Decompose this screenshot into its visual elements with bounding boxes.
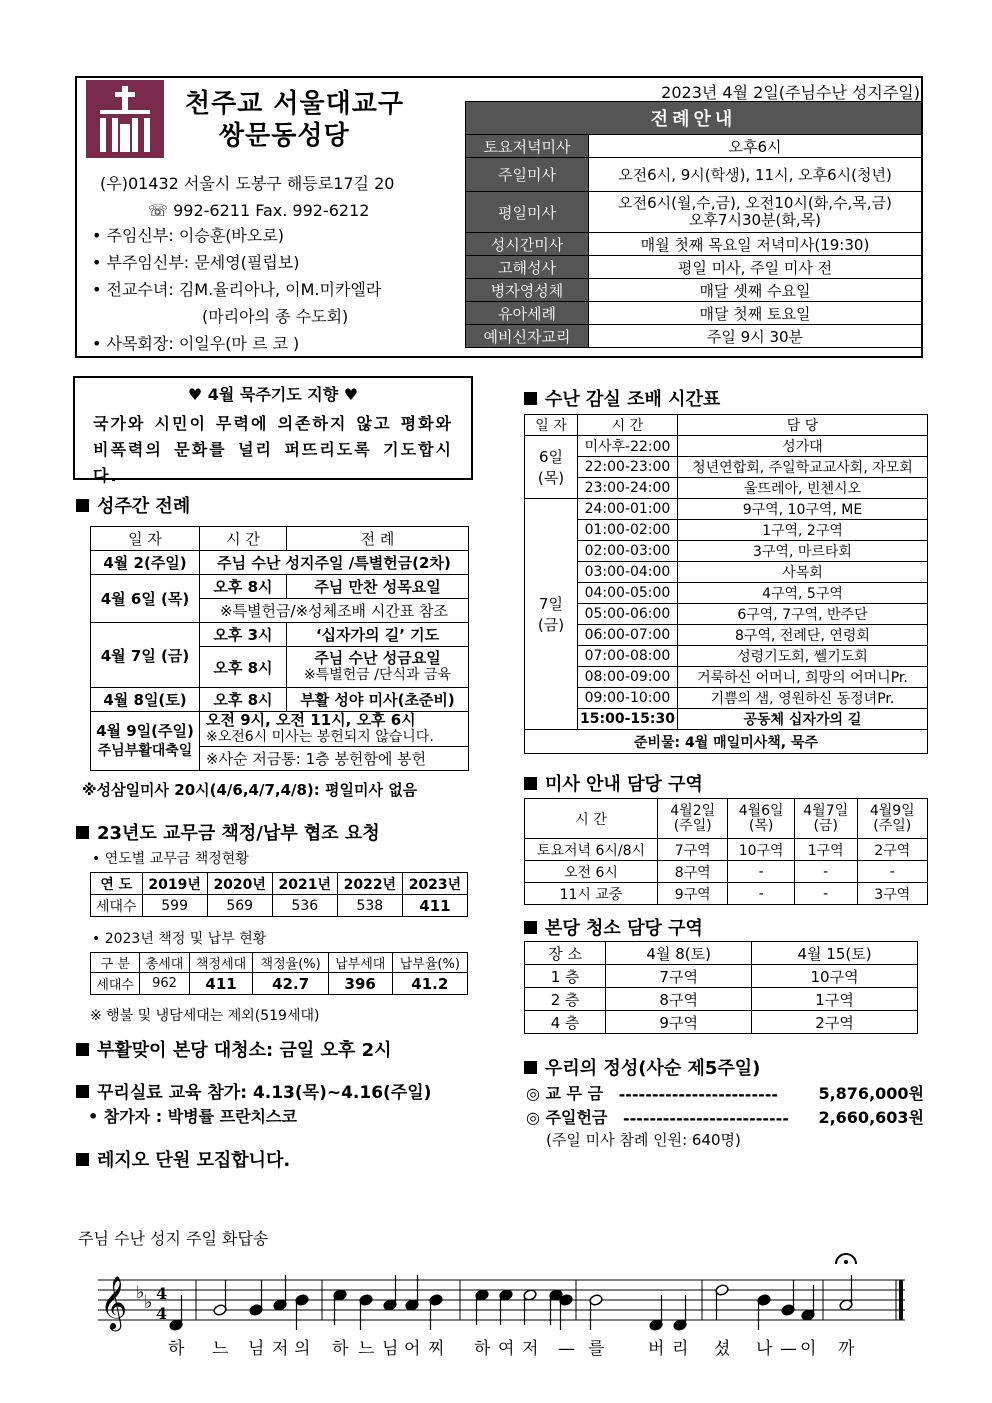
col-header: 4월 15(토): [752, 942, 918, 965]
col-header: 2019년: [142, 873, 207, 895]
cell: 8구역: [658, 861, 728, 883]
cell: 1구역: [752, 988, 918, 1011]
adoration-group: 6구역, 7구역, 반주단: [677, 604, 927, 625]
cell: -: [728, 861, 794, 883]
budget-status-table: [90, 952, 468, 995]
adoration-group: 기쁨의 샘, 영원하신 동정녀Pr.: [677, 688, 927, 709]
adoration-time: 22:00-23:00: [578, 457, 678, 478]
flat-icon: ♭: [136, 1282, 145, 1303]
lyric-syllable: 셨: [714, 1339, 731, 1359]
offering-label: ◎ 교 무 금: [526, 1084, 604, 1103]
hw-note: ※특별헌금 /단식과 금육: [303, 667, 452, 683]
hw-cell: [287, 647, 469, 688]
cell: -: [857, 861, 927, 883]
col-header: 2020년: [207, 873, 272, 895]
staff-pastor: • 주임신부: 이승훈(바오로): [92, 226, 285, 245]
cross-icon: [86, 80, 164, 158]
offering-line-1: [526, 1081, 924, 1104]
staff-sisters-order: (마리아의 종 수도회): [202, 307, 349, 326]
square-bullet-icon: [76, 826, 89, 839]
col-header: 2023년: [402, 873, 467, 895]
music-staff: [90, 1250, 910, 1360]
col-header: 연 도: [91, 873, 143, 895]
offering-label: ◎ 주일헌금: [526, 1108, 608, 1127]
adoration-heading: [524, 385, 720, 411]
cell: -: [794, 883, 857, 905]
lyrics-group: [168, 1338, 855, 1359]
education-notice: [76, 1078, 431, 1103]
phone: ☏ 992-6211 Fax. 992-6212: [148, 201, 370, 220]
lyric-syllable: 이: [800, 1339, 817, 1359]
psalm-title: 주님 수난 성지 주일 화답송: [78, 1229, 269, 1248]
cell: 538: [337, 895, 402, 917]
square-bullet-icon: [524, 777, 537, 790]
lyric-syllable: 하: [168, 1339, 185, 1359]
adoration-time: 08:00-09:00: [578, 667, 678, 688]
lyric-syllable: 님: [248, 1339, 265, 1359]
lyric-syllable: 느: [212, 1339, 229, 1359]
col-header: 납부율(%): [392, 953, 467, 973]
offering-heading-text: 우리의 정성(사순 제5주일): [545, 1058, 761, 1079]
offering-heading: [524, 1054, 760, 1080]
hw-date: 4월 8일(토): [91, 688, 200, 712]
liturgy-label: 평일미사: [466, 192, 589, 233]
lyric-syllable: 버: [648, 1339, 665, 1359]
offering-line-2: [526, 1105, 924, 1128]
staff-list: [92, 222, 381, 357]
cell: 1 층: [525, 965, 606, 988]
adoration-time: 03:00-04:00: [578, 562, 678, 583]
hw-note: ※사순 저금통: 1층 봉헌함에 봉헌: [200, 747, 469, 771]
cell: 10구역: [728, 839, 794, 861]
lyric-syllable: 하: [332, 1339, 349, 1359]
church-line2: 쌍문동성당: [219, 121, 350, 151]
adoration-time: 06:00-07:00: [578, 625, 678, 646]
col-header: 일 자: [525, 415, 578, 436]
adoration-time: 01:00-02:00: [578, 520, 678, 541]
liturgy-value-cell: [589, 192, 922, 233]
cell: 8구역: [606, 988, 752, 1011]
adoration-time: 05:00-06:00: [578, 604, 678, 625]
adoration-time: 미사후-22:00: [578, 436, 678, 457]
holy-week-footnote: ※성삼일미사 20시(4/6,4/7,4/8): 평일미사 없음: [82, 781, 418, 799]
hw-time: 오후 8시: [200, 575, 287, 599]
budget-year-table: [90, 872, 468, 917]
treble-clef-icon: 𝄞: [100, 1275, 128, 1329]
hw-date: 4월 2(주일): [91, 551, 200, 575]
col-header: 총세대: [140, 953, 189, 973]
adoration-day: 6일 (목): [525, 436, 578, 499]
lyric-syllable: 리: [672, 1339, 689, 1359]
liturgy-value: 오전6시(월,수,금), 오전10시(화,수,목,금): [618, 194, 892, 212]
col-header: 4월9일 (주일): [857, 799, 927, 839]
cell: 536: [272, 895, 337, 917]
col-header: 4월 8(토): [606, 942, 752, 965]
lyric-syllable: —: [558, 1339, 575, 1359]
cleaning-notice-text: 부활맞이 본당 대청소: 금일 오후 2시: [97, 1040, 392, 1061]
hw-text: 오전 9시, 오전 11시, 오후 6시: [206, 711, 416, 729]
legio-notice-text: 레지오 단원 모집합니다.: [97, 1150, 291, 1171]
cell: 1구역: [794, 839, 857, 861]
cleaning-duty-heading-text: 본당 청소 담당 구역: [545, 918, 703, 939]
cell: 토요저녁 6시/8시: [525, 839, 658, 861]
offering-amount: 5,876,000원: [818, 1084, 924, 1103]
bulletin-date: 2023년 4월 2일(주님수난 성지주일): [661, 83, 920, 102]
time-signature: 4: [156, 1284, 168, 1303]
cell: 2구역: [857, 839, 927, 861]
address: (우)01432 서울시 도봉구 해등로17길 20: [100, 174, 395, 193]
cell: 411: [402, 895, 467, 917]
col-header: 책정율(%): [253, 953, 328, 973]
square-bullet-icon: [524, 921, 537, 934]
liturgy-label: 유아세례: [466, 302, 589, 325]
lyric-syllable: 어: [404, 1339, 421, 1359]
offering-dash: -------------------------: [622, 1109, 789, 1128]
cell: 세대수: [91, 895, 143, 917]
hw-date: 4월 9일(주일): [96, 722, 194, 740]
liturgy-value: 매월 첫째 목요일 저녁미사(19:30): [589, 233, 922, 256]
adoration-time: 24:00-01:00: [578, 499, 678, 520]
adoration-group: 성가대: [677, 436, 927, 457]
adoration-group: 울뜨레아, 빈첸시오: [677, 478, 927, 499]
square-bullet-icon: [76, 499, 89, 512]
adoration-time: 15:00-15:30: [578, 709, 678, 730]
cell: 411: [189, 973, 253, 995]
prayer-title: ♥ 4월 묵주기도 지향 ♥: [187, 385, 359, 404]
liturgy-label: 예비신자교리: [466, 325, 589, 348]
liturgy-value: 매달 첫째 토요일: [589, 302, 922, 325]
square-bullet-icon: [524, 392, 537, 405]
hw-date-cell: [91, 712, 200, 771]
staff-assistant: • 부주임신부: 문세영(필립보): [92, 253, 300, 272]
liturgy-label: 병자영성체: [466, 279, 589, 302]
adoration-prep: 준비물: 4월 매일미사책, 묵주: [525, 730, 928, 754]
adoration-group: 공동체 십자가의 길: [677, 709, 927, 730]
cell: 7구역: [658, 839, 728, 861]
cell: 4 층: [525, 1011, 606, 1034]
prayer-body: 국가와 시민이 무력에 의존하지 않고 평화와 비폭력의 문화를 널리 퍼뜨리도록 기도합시다.: [93, 414, 453, 485]
col-header: 일 자: [91, 527, 200, 551]
mass-guide-heading: [524, 770, 703, 796]
cell: -: [728, 883, 794, 905]
lyric-syllable: 저: [272, 1339, 289, 1359]
liturgy-label: 주일미사: [466, 158, 589, 192]
square-bullet-icon: [76, 1043, 89, 1056]
mass-guide-heading-text: 미사 안내 담당 구역: [545, 774, 703, 795]
adoration-group: 거룩하신 어머니, 희망의 어머니Pr.: [677, 667, 927, 688]
lyric-syllable: 여: [498, 1339, 515, 1359]
hw-time: 오후 3시: [200, 623, 287, 647]
hw-text: 부활 성야 미사(초준비): [287, 688, 469, 712]
adoration-time: 09:00-10:00: [578, 688, 678, 709]
hw-date: 4월 6일 (목): [91, 575, 200, 623]
staff-sisters: • 전교수녀: 김M.율리아나, 이M.미카엘라: [92, 280, 382, 299]
cell: 396: [328, 973, 392, 995]
col-header: 4월7일 (금): [794, 799, 857, 839]
offering-amount: 2,660,603원: [818, 1108, 924, 1127]
cell: 3구역: [857, 883, 927, 905]
legio-notice: [76, 1146, 290, 1172]
cleaning-notice: [76, 1036, 392, 1062]
fermata-dot: [844, 1260, 848, 1264]
col-header: 납부세대: [328, 953, 392, 973]
cell: 42.7: [253, 973, 328, 995]
adoration-group: 9구역, 10구역, ME: [677, 499, 927, 520]
cell: 9구역: [658, 883, 728, 905]
cell: 11시 교중: [525, 883, 658, 905]
adoration-group: 8구역, 전례단, 연령회: [677, 625, 927, 646]
cell: 2구역: [752, 1011, 918, 1034]
hw-time: 오후 8시: [200, 647, 287, 688]
adoration-day: 7일 (금): [525, 499, 578, 730]
col-header: 시 간: [525, 799, 658, 839]
liturgy-value: 오전6시, 9시(학생), 11시, 오후6시(청년): [589, 158, 922, 192]
mass-guide-table: [524, 798, 928, 905]
adoration-group: 청년연합회, 주일학교교사회, 자모회: [677, 457, 927, 478]
hw-text: 주님 수난 성금요일: [314, 649, 441, 667]
cell: 41.2: [392, 973, 467, 995]
liturgy-table: [465, 101, 922, 348]
holy-week-heading: [76, 492, 190, 518]
adoration-group: 3구역, 마르타회: [677, 541, 927, 562]
cell: 9구역: [606, 1011, 752, 1034]
cell: 962: [140, 973, 189, 995]
liturgy-title: 전례안내: [466, 102, 922, 135]
cell: 569: [207, 895, 272, 917]
cleaning-duty-heading: [524, 914, 703, 940]
col-header: 4월6일 (목): [728, 799, 794, 839]
adoration-group: 1구역, 2구역: [677, 520, 927, 541]
staff-council: • 사목회장: 이일우(마 르 코 ): [92, 334, 300, 353]
education-participant: • 참가자 : 박병률 프란치스코: [88, 1107, 297, 1126]
adoration-time: 07:00-08:00: [578, 646, 678, 667]
hw-text: ‘십자가의 길’ 기도: [287, 623, 469, 647]
cell: 7구역: [606, 965, 752, 988]
liturgy-value: 주일 9시 30분: [589, 325, 922, 348]
liturgy-value: 오후6시: [589, 135, 922, 158]
lyric-syllable: 하: [474, 1339, 491, 1359]
cell: -: [794, 861, 857, 883]
hw-time: 오후 8시: [200, 688, 287, 712]
offering-dash: ------------------------: [618, 1085, 778, 1104]
col-header: 담 당: [677, 415, 927, 436]
col-header: 2021년: [272, 873, 337, 895]
lyric-syllable: 나: [756, 1339, 773, 1359]
cleaning-duty-table: [524, 941, 918, 1034]
budget-heading: [76, 819, 380, 845]
offering-note: (주일 미사 참례 인원: 640명): [546, 1131, 741, 1149]
col-header: 구 분: [91, 953, 140, 973]
budget-heading-text: 23년도 교무금 책정/납부 협조 요청: [97, 823, 380, 844]
church-logo: [86, 80, 164, 158]
adoration-group: 4구역, 5구역: [677, 583, 927, 604]
col-header: 2022년: [337, 873, 402, 895]
cell: 10구역: [752, 965, 918, 988]
adoration-heading-text: 수난 감실 조배 시간표: [545, 389, 721, 410]
budget-sub2: • 2023년 책정 및 납부 현황: [92, 931, 267, 947]
adoration-time: 04:00-05:00: [578, 583, 678, 604]
liturgy-label: 고해성사: [466, 256, 589, 279]
budget-note: ※ 행불 및 냉담세대는 제외(519세대): [90, 1008, 320, 1024]
liturgy-value2: 오후7시30분(화,목): [688, 211, 822, 229]
cell: 599: [142, 895, 207, 917]
lyric-syllable: 느: [358, 1339, 375, 1359]
col-header: 시 간: [578, 415, 678, 436]
adoration-group: 사목회: [677, 562, 927, 583]
hw-cell: [200, 712, 469, 747]
lyric-syllable: —: [780, 1339, 797, 1359]
col-header: 책정세대: [189, 953, 253, 973]
cell: 오전 6시: [525, 861, 658, 883]
lyric-syllable: 의: [294, 1339, 311, 1359]
col-header: 시 간: [200, 527, 287, 551]
liturgy-label: 성시간미사: [466, 233, 589, 256]
holy-week-heading-text: 성주간 전례: [97, 496, 191, 517]
lyric-syllable: 까: [838, 1339, 855, 1359]
hw-note: ※오전6시 미사는 봉헌되지 않습니다.: [206, 729, 434, 745]
col-header: 장 소: [525, 942, 606, 965]
liturgy-value: 매달 셋째 수요일: [589, 279, 922, 302]
square-bullet-icon: [524, 1061, 537, 1074]
flat-icon: ♭: [144, 1292, 153, 1313]
notes-group: [169, 1275, 853, 1331]
address-block: [100, 170, 394, 224]
cell: 2 층: [525, 988, 606, 1011]
liturgy-label: 토요저녁미사: [466, 135, 589, 158]
square-bullet-icon: [76, 1085, 89, 1098]
col-header: 전 례: [287, 527, 469, 551]
church-line1: 천주교 서울대교구: [185, 89, 404, 119]
adoration-time: 23:00-24:00: [578, 478, 678, 499]
lyric-syllable: 저: [522, 1339, 539, 1359]
lyric-syllable: 찌: [428, 1339, 445, 1359]
holy-week-table: [90, 526, 469, 771]
lyric-syllable: 님: [382, 1339, 399, 1359]
liturgy-value: 평일 미사, 주일 미사 전: [589, 256, 922, 279]
lyric-syllable: 를: [588, 1339, 605, 1359]
hw-text: 주님 만찬 성목요일: [287, 575, 469, 599]
square-bullet-icon: [76, 1153, 89, 1166]
time-signature: 4: [156, 1304, 168, 1323]
hw-date: 4월 7일 (금): [91, 623, 200, 688]
hw-text: 주님 수난 성지주일 /특별헌금(2차): [200, 551, 469, 575]
adoration-table: [524, 414, 928, 754]
budget-sub1: • 연도별 교무금 책정현황: [92, 851, 249, 867]
hw-date2: 주님부활대축일: [97, 743, 193, 759]
col-header: 4월2일 (주일): [658, 799, 728, 839]
prayer-box: [73, 376, 473, 485]
cell: 세대수: [91, 973, 140, 995]
hw-note: ※특별헌금/※성체조배 시간표 참조: [200, 599, 469, 623]
education-notice-text: 꾸리실료 교육 참가: 4.13(목)~4.16(주일): [97, 1083, 432, 1103]
church-name: [185, 88, 404, 152]
adoration-group: 성령기도회, 쎌기도회: [677, 646, 927, 667]
adoration-time: 02:00-03:00: [578, 541, 678, 562]
